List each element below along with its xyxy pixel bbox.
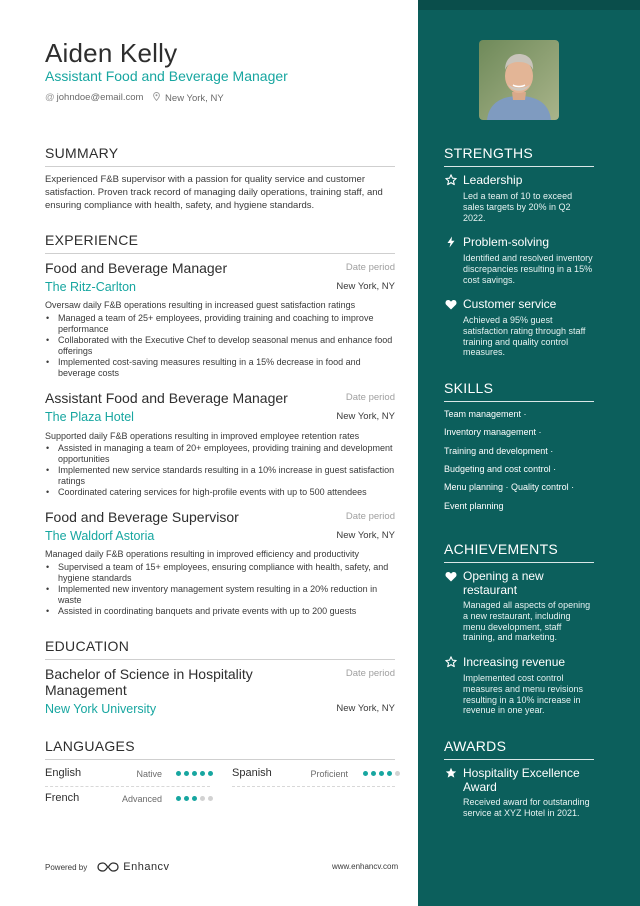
enhancv-logo-icon [97,861,119,873]
summary-heading: SUMMARY [45,145,119,161]
language-proficiency-dots [176,796,213,801]
heart-icon [444,297,458,311]
skill-item: Budgeting and cost control · [444,464,557,474]
education-school[interactable]: New York University [45,702,157,716]
strength-title: Problem-solving [463,235,550,249]
proficiency-dot-filled [208,771,213,776]
job-bullets [45,443,395,498]
job-bullet: • Managed a team of 25+ employees, providing training and coaching to improve performance [45,313,395,335]
powered-by-text: Powered by [45,862,88,872]
job-bullet: • Implemented new service standards resulting in a 10% increase in guest satisfaction ratings [45,465,395,487]
job-location: New York, NY [336,530,395,541]
experience-divider [45,253,395,254]
job-description: Oversaw daily F&B operations resulting in increased guest satisfaction ratings [45,300,356,310]
job-bullet: • Collaborated with the Executive Chef to develop seasonal menus and enhance food offerings [45,335,395,357]
awards-divider [444,759,594,760]
skills-divider [444,401,594,402]
proficiency-dot-empty [200,796,205,801]
summary-text: Experienced F&B supervisor with a passion for quality service and customer satisfaction. Proven track record of managing daily operations, training staff, and ensuring compliance with health, safety, and hygiene standards. [45,174,383,211]
proficiency-dot-filled [387,771,392,776]
location-contact [153,92,223,104]
email-text: johndoe@email.com [56,92,144,103]
strengths-heading: STRENGTHS [444,145,534,161]
job-title: Food and Beverage Supervisor [45,509,239,525]
brand-name: Enhancv [123,861,170,873]
proficiency-dot-filled [363,771,368,776]
language-name: English [45,767,82,779]
language-level: Native [136,769,162,779]
education-divider [45,659,395,660]
email-contact[interactable] [45,92,143,104]
heart-icon [444,569,458,583]
job-company[interactable]: The Waldorf Astoria [45,529,155,543]
strength-title: Customer service [463,297,557,311]
language-separator [45,786,210,787]
job-company[interactable]: The Ritz-Carlton [45,280,136,294]
job-date: Date period [345,262,395,273]
sidebar-top-band [418,0,640,10]
at-icon: @ [45,92,55,103]
language-proficiency-dots [363,771,400,776]
skills-heading: SKILLS [444,380,494,396]
job-location: New York, NY [336,411,395,422]
proficiency-dot-filled [184,796,189,801]
job-bullet: • Supervised a team of 15+ employees, ensuring compliance with health, safety, and hygiene standards [45,562,395,584]
skill-item: Training and development · [444,446,554,456]
candidate-name: Aiden Kelly [45,38,178,68]
proficiency-dot-filled [192,771,197,776]
strengths-divider [444,166,594,167]
language-separator [232,786,395,787]
location-pin-icon [153,93,163,104]
location-text: New York, NY [165,93,224,104]
education-heading: EDUCATION [45,638,130,654]
award-description: Received award for outstanding service at XYZ Hotel in 2021. [463,797,590,818]
job-date: Date period [345,511,395,522]
achievement-description: Implemented cost control measures and menu revisions resulting in a 10% increase in revenue in one year. [463,673,584,716]
experience-heading: EXPERIENCE [45,232,139,248]
job-bullet: • Implemented cost-saving measures resulting in a 15% decrease in food and beverage costs [45,357,395,379]
contact-info [45,92,224,104]
summary-divider [45,166,395,167]
strength-title: Leadership [463,173,523,187]
proficiency-dot-filled [200,771,205,776]
strength-description: Achieved a 95% guest satisfaction rating through staff training and quality control measures. [463,315,586,358]
achievement-description: Managed all aspects of opening a new restaurant, including menu development, staff training, and marketing. [463,600,591,643]
language-name: French [45,792,80,804]
languages-heading: LANGUAGES [45,738,135,754]
job-bullet: • Assisted in coordinating banquets and private events with up to 200 guests [45,606,395,617]
achievements-heading: ACHIEVEMENTS [444,541,559,557]
education-date: Date period [345,668,395,679]
star-outline-icon [444,655,458,669]
proficiency-dot-filled [184,771,189,776]
job-title: Assistant Food and Beverage Manager [45,390,288,406]
job-bullets [45,313,395,378]
footer-powered-by [45,861,170,873]
education-location: New York, NY [336,703,395,714]
education-degree: Bachelor of Science in Hospitality Management [45,666,253,698]
footer-url[interactable]: www.enhancv.com [332,862,399,871]
profile-photo [479,40,559,120]
achievement-title: Increasing revenue [463,655,566,669]
strength-description: Identified and resolved inventory discrepancies resulting in a 15% cost savings. [463,253,593,285]
proficiency-dot-filled [371,771,376,776]
language-level: Proficient [310,769,348,779]
candidate-role: Assistant Food and Beverage Manager [45,68,288,84]
proficiency-dot-filled [176,771,181,776]
proficiency-dot-filled [176,796,181,801]
job-bullet: • Implemented new inventory management system resulting in a 20% reduction in waste [45,584,395,606]
lightning-icon [444,235,458,249]
job-bullets [45,562,395,617]
job-bullet: • Assisted in managing a team of 20+ employees, providing training and development opportunities [45,443,395,465]
language-name: Spanish [232,767,272,779]
proficiency-dot-empty [395,771,400,776]
achievements-divider [444,562,594,563]
job-description: Supported daily F&B operations resulting in improved employee retention rates [45,431,360,441]
languages-divider [45,759,395,760]
job-bullet: • Coordinated catering services for high-profile events with up to 500 attendees [45,487,395,498]
proficiency-dot-empty [208,796,213,801]
achievement-title: Opening a new restaurant [463,569,544,597]
skill-item: Menu planning · Quality control · [444,482,575,492]
strength-description: Led a team of 10 to exceed sales targets by 20% in Q2 2022. [463,191,573,223]
star-icon [444,766,458,780]
language-proficiency-dots [176,771,213,776]
job-location: New York, NY [336,281,395,292]
job-company[interactable]: The Plaza Hotel [45,410,134,424]
proficiency-dot-filled [379,771,384,776]
award-title: Hospitality Excellence Award [463,766,580,794]
proficiency-dot-filled [192,796,197,801]
job-description: Managed daily F&B operations resulting in improved efficiency and productivity [45,549,360,559]
enhancv-logo[interactable] [97,861,169,873]
language-level: Advanced [121,794,162,804]
awards-heading: AWARDS [444,738,507,754]
skill-item: Event planning [444,501,504,511]
skill-item: Inventory management · [444,427,542,437]
job-date: Date period [345,392,395,403]
skill-item: Team management · [444,409,527,419]
job-title: Food and Beverage Manager [45,260,228,276]
star-outline-icon [444,173,458,187]
